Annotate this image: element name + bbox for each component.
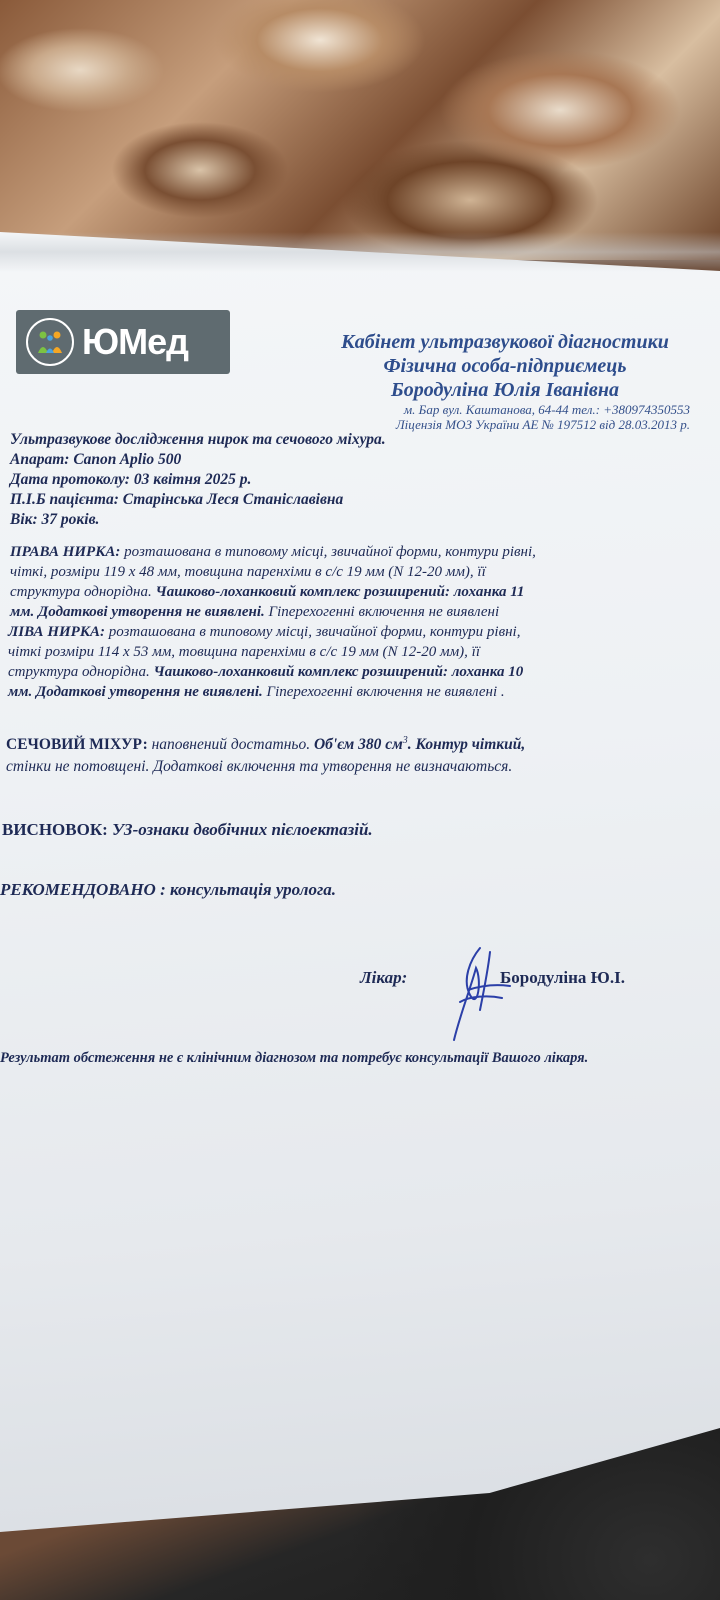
clinic-address <box>310 402 690 432</box>
signature-icon <box>440 940 520 1050</box>
left-kidney-line-4a: мм. Додаткові утворення не виявлені. <box>8 684 263 700</box>
right-kidney-line-3b: Чашково-лоханковий комплекс розширений: лоханка 11 <box>155 584 525 600</box>
left-kidney-line-2: чіткі розміри 114 x 53 мм, товщина паренхіми в с/с 19 мм (N 12-20 мм), її <box>8 644 481 660</box>
conclusion-row <box>2 820 373 840</box>
bladder-line-1c: . Контур чіткий, <box>407 736 526 754</box>
left-kidney-line-3a: структура однорідна. <box>8 664 150 680</box>
left-kidney-line-1: розташована в типовому місці, звичайної форми, контури рівні, <box>108 624 521 640</box>
bladder-volume: Об'єм 380 см <box>313 736 403 754</box>
left-kidney-line-4b: Гіперехогенні включення не виявлені . <box>266 684 505 700</box>
patient-row <box>10 490 710 510</box>
conclusion-value: УЗ-ознаки двобічних пієлоектазій. <box>112 820 373 839</box>
logo-text: ЮМед <box>82 321 188 362</box>
date-value: 03 квітня 2025 р. <box>133 471 252 488</box>
right-kidney-line-1: розташована в типовому місці, звичайної форми, контури рівні, <box>124 544 536 560</box>
device-value: Canon Aplio 500 <box>73 451 182 468</box>
conclusion-label: ВИСНОВОК: <box>2 820 108 839</box>
right-kidney-line-3a: структура однорідна. <box>10 584 152 600</box>
people-icon <box>26 318 74 366</box>
clinic-header <box>300 330 710 402</box>
right-kidney-label: ПРАВА НИРКА: <box>10 544 121 560</box>
recommendation-value: консультація уролога. <box>170 880 336 899</box>
recommendation-row <box>0 880 336 900</box>
age-value: 37 років. <box>41 511 100 528</box>
header-line-1: Кабінет ультразвукової діагностики <box>341 331 669 353</box>
address-line: м. Бар вул. Каштанова, 64-44 тел.: +380974350553 <box>403 402 690 417</box>
bladder-volume-unit-sup: 3 <box>402 735 408 746</box>
doctor-label: Лікар: <box>360 968 408 987</box>
device-row <box>10 450 710 470</box>
right-kidney-line-4a: мм. Додаткові утворення не виявлені. <box>10 604 265 620</box>
report-body <box>10 430 710 530</box>
disclaimer-text: Результат обстеження не є клінічним діагнозом та потребує консультації Вашого лікаря. <box>0 1050 589 1066</box>
plastic-sleeve-edge <box>0 232 720 272</box>
age-row <box>10 510 710 530</box>
right-kidney-section <box>10 542 536 622</box>
bladder-section <box>6 730 525 778</box>
clinic-logo <box>16 310 230 374</box>
right-kidney-line-2: чіткі, розміри 119 x 48 мм, товщина паренхіми в с/с 19 мм (N 12-20 мм), її <box>10 564 486 580</box>
report-title: Ультразвукове дослідження нирок та сечового міхура. <box>10 431 386 448</box>
patient-value: Старінська Леся Станіславівна <box>122 491 344 508</box>
age-label: Вік: <box>10 511 38 528</box>
bladder-line-1a: наповнений достатньо. <box>151 736 311 754</box>
left-kidney-line-3b: Чашково-лоханковий комплекс розширений: лоханка 10 <box>153 664 524 680</box>
doctor-name: Бородуліна Ю.І. <box>500 968 625 987</box>
right-kidney-line-4b: Гіперехогенні включення не виявлені <box>268 604 500 620</box>
license-line: Ліцензія МОЗ України АЕ № 197512 від 28.03.2013 р. <box>395 417 690 432</box>
left-kidney-label: ЛІВА НИРКА: <box>8 624 105 640</box>
bladder-label: СЕЧОВИЙ МІХУР: <box>6 736 148 754</box>
patient-label: П.І.Б пацієнта: <box>10 491 119 508</box>
date-row <box>10 470 710 490</box>
header-line-2: Фізична особа-підприємець <box>383 355 627 377</box>
recommendation-label: РЕКОМЕНДОВАНО : <box>0 880 166 899</box>
left-kidney-section <box>8 622 523 702</box>
device-label: Апарат: <box>10 451 70 468</box>
carpet-background <box>0 0 720 260</box>
bladder-line-2: стінки не потовщені. Додаткові включення та утворення не визначаються. <box>6 758 513 776</box>
date-label: Дата протоколу: <box>10 471 130 488</box>
header-line-3: Бородуліна Юлія Іванівна <box>391 379 619 401</box>
